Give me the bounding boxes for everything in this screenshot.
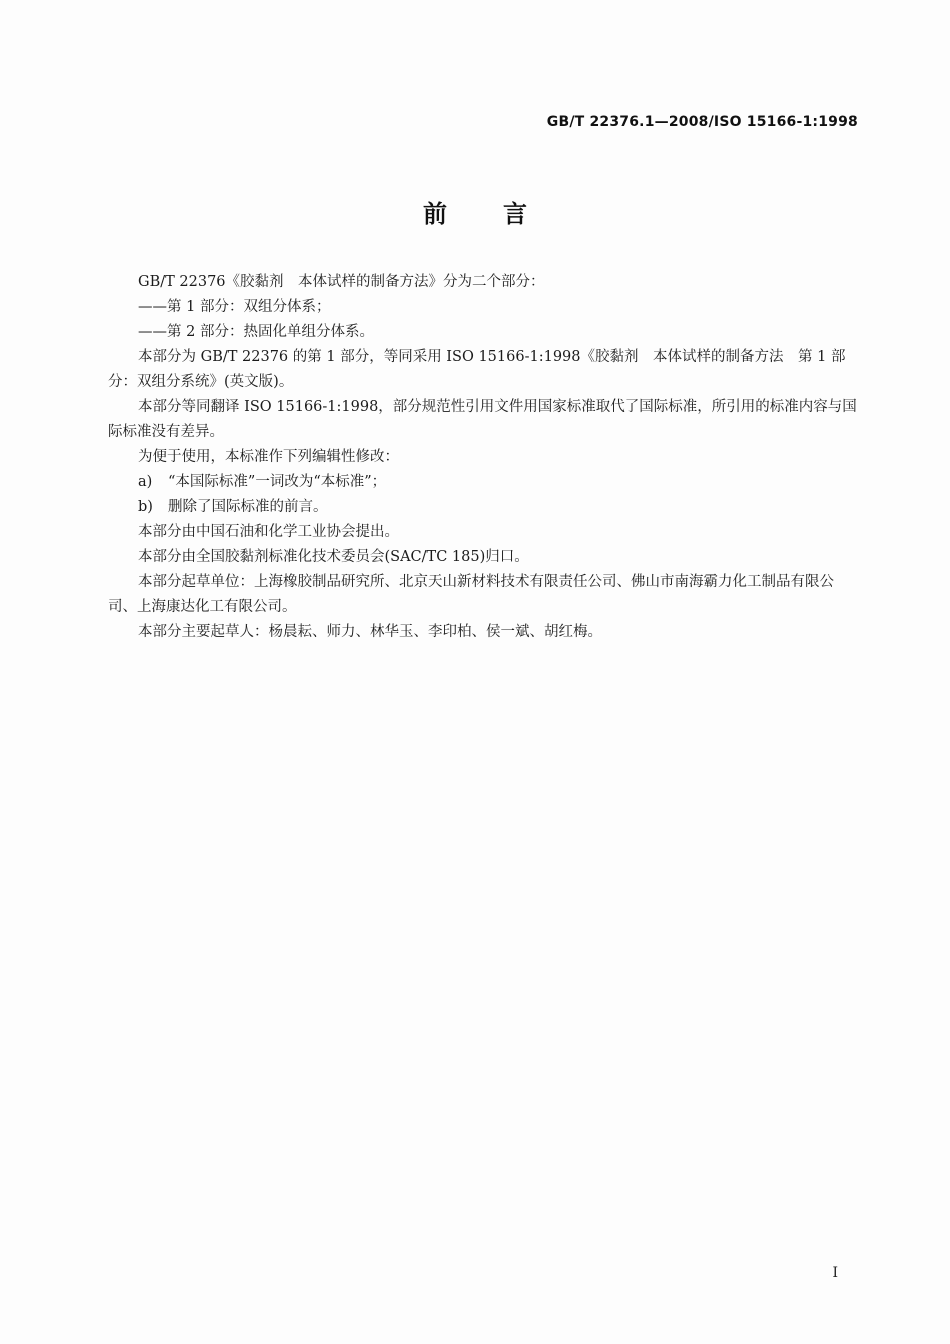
list-item-a [108, 470, 858, 495]
paragraph-drafting-units: 本部分起草单位：上海橡胶制品研究所、北京天山新材料技术有限责任公司、佛山市南海霸力化工制品有限公司、上海康达化工有限公司。 [108, 574, 834, 615]
paragraph-editorial-changes: 为便于使用，本标准作下列编辑性修改： [138, 449, 399, 465]
list-item-text: 删除了国际标准的前言。 [168, 499, 328, 515]
standard-number-header: GB/T 22376.1—2008/ISO 15166-1:1998 [546, 114, 858, 130]
dash-item-part-1: ——第 1 部分：双组分体系； [138, 299, 331, 315]
foreword-body [108, 270, 858, 645]
list-marker: b) [138, 499, 153, 515]
paragraph-parts-intro: GB/T 22376《胶黏剂 本体试样的制备方法》分为二个部分： [138, 274, 545, 290]
paragraph-proposer: 本部分由中国石油和化学工业协会提出。 [138, 524, 399, 540]
paragraph-committee: 本部分由全国胶黏剂标准化技术委员会(SAC/TC 185)归口。 [138, 549, 529, 565]
dash-item-part-2: ——第 2 部分：热固化单组分体系。 [138, 324, 374, 340]
list-item-text: “本国际标准”一词改为“本标准”； [168, 474, 387, 490]
paragraph-translation: 本部分等同翻译 ISO 15166-1:1998，部分规范性引用文件用国家标准取代了国际标准，所引用的标准内容与国际标准没有差异。 [108, 399, 857, 440]
list-item-b [108, 495, 858, 520]
list-marker: a) [138, 474, 153, 490]
paragraph-adoption: 本部分为 GB/T 22376 的第 1 部分，等同采用 ISO 15166-1:1998《胶黏剂 本体试样的制备方法 第 1 部分：双组分系统》(英文版)。 [108, 349, 846, 390]
page-number: I [832, 1265, 838, 1281]
page-title: 前言 [423, 200, 583, 228]
paragraph-drafters: 本部分主要起草人：杨晨耘、师力、林华玉、李印柏、侯一斌、胡红梅。 [138, 624, 602, 640]
